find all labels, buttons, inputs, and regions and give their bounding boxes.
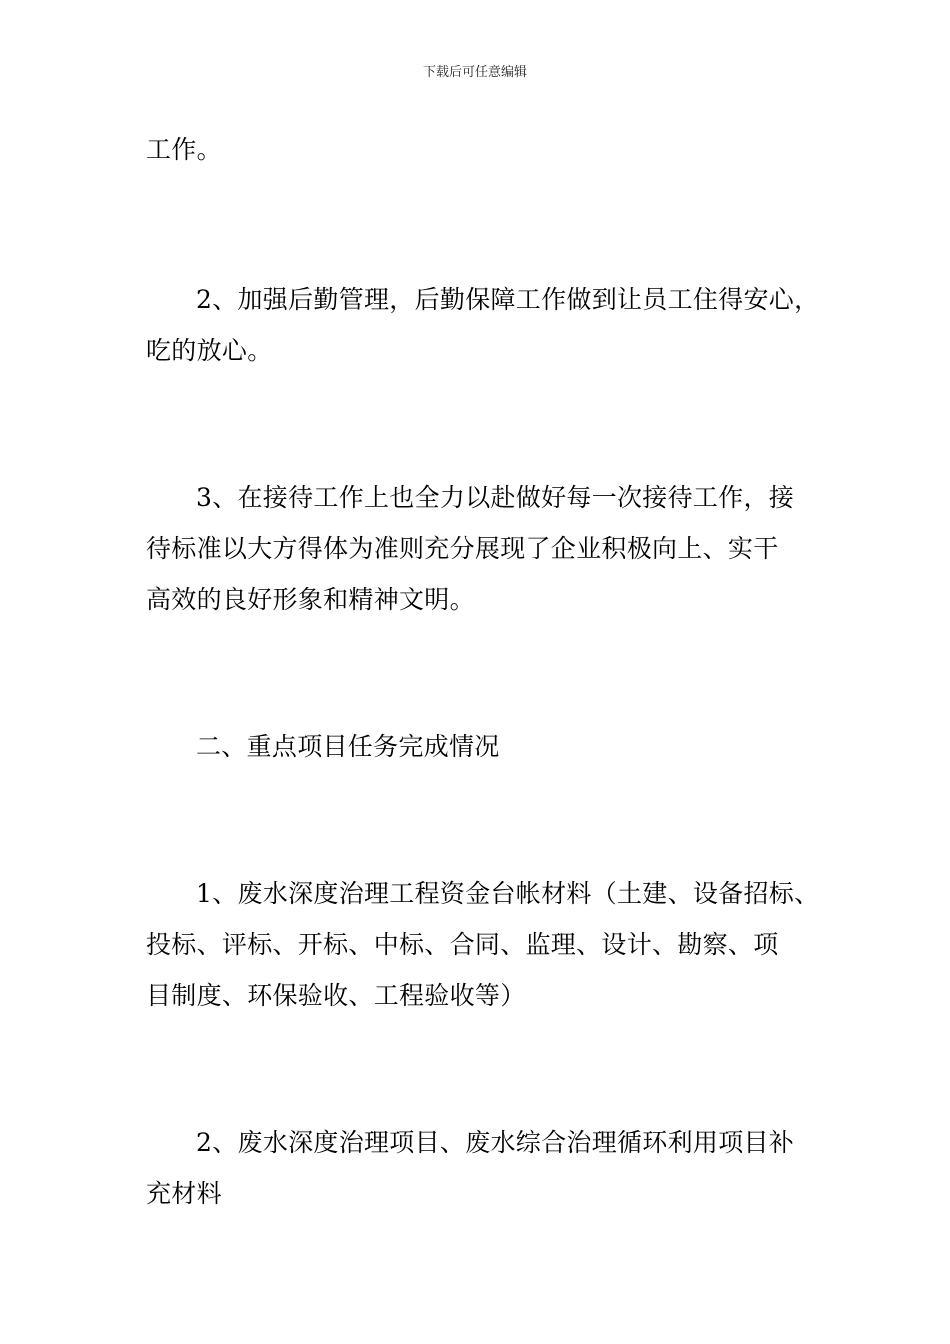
paragraph-wastewater-supplement	[146, 1117, 816, 1219]
paragraph-wastewater-ledger	[146, 868, 820, 1021]
text-line: 3、在接待工作上也全力以赴做好每一次接待工作，接	[196, 483, 795, 512]
section-heading	[146, 721, 816, 772]
page-header: 下载后可任意编辑	[422, 65, 527, 80]
text-line: 工作。	[146, 135, 222, 164]
text-line: 2、加强后勤管理，后勤保障工作做到让员工住得安心，	[196, 285, 820, 314]
text-line: 2、废水深度治理项目、废水综合治理循环利用项目补	[196, 1128, 795, 1157]
paragraph-logistics	[146, 274, 820, 376]
text-line: 吃的放心。	[146, 336, 273, 365]
text-line: 投标、评标、开标、中标、合同、监理、设计、勘察、项	[146, 930, 779, 959]
text-line: 1、废水深度治理工程资金台帐材料（土建、设备招标、	[196, 879, 820, 908]
heading-line: 二、重点项目任务完成情况	[196, 732, 500, 761]
text-line: 目制度、环保验收、工程验收等）	[146, 981, 526, 1010]
paragraph-reception	[146, 472, 816, 625]
paragraph-continuation	[146, 124, 816, 175]
text-line: 充材料	[146, 1179, 222, 1208]
text-line: 高效的良好形象和精神文明。	[146, 585, 475, 614]
text-line: 待标准以大方得体为准则充分展现了企业积极向上、实干	[146, 534, 779, 563]
